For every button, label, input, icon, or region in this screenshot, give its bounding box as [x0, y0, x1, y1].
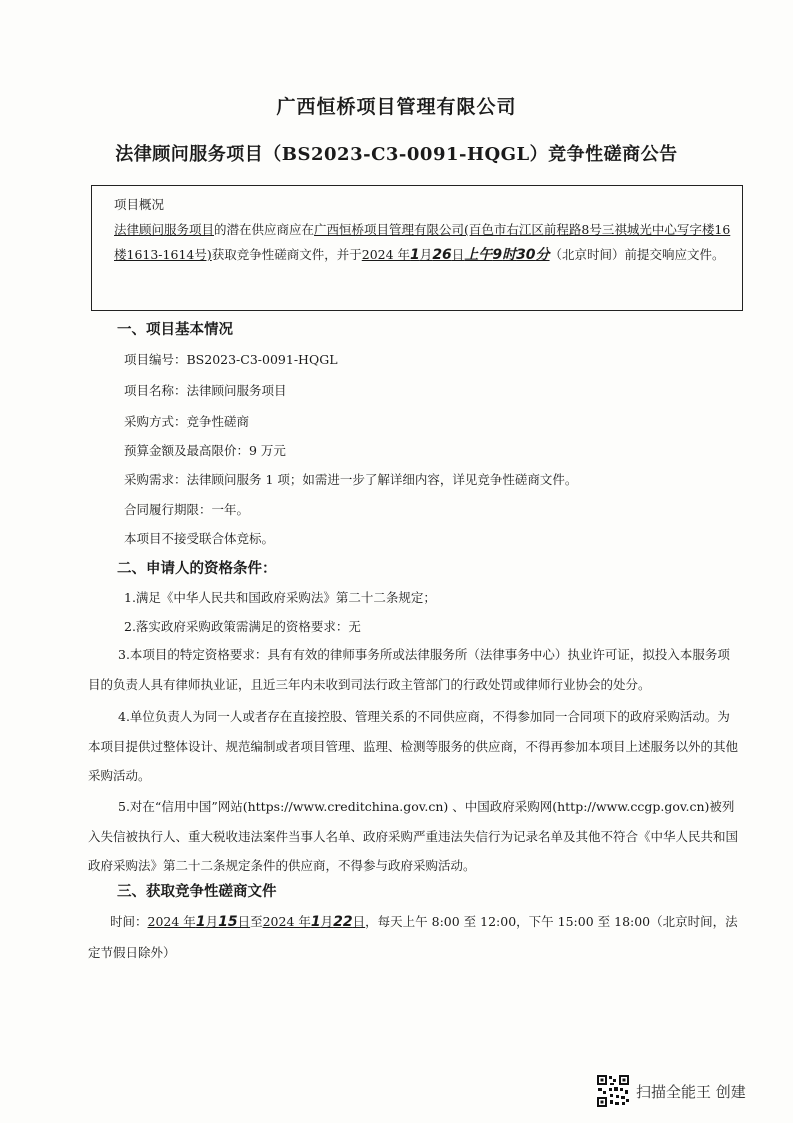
overview-t3: （北京时间）前提交响应文件。: [549, 247, 725, 262]
overview-project-name: 法律顾问服务项目: [114, 222, 215, 237]
section3-time: [88, 907, 738, 967]
overview-deadline: [362, 247, 550, 262]
qr-code-icon: [596, 1074, 630, 1108]
time-rest: ，每天上午 8:00 至 12:00，下午 15:00 至 18:00（北京时间，法定节假日除外）: [88, 914, 738, 960]
deadline-year: 2024 年: [361, 247, 411, 262]
deadline-day-unit: 日: [451, 247, 465, 262]
deadline-month-unit: 月: [419, 247, 433, 262]
end-year: 2024 年: [262, 914, 311, 929]
section1-line: 采购需求：法律顾问服务 1 项；如需进一步了解详细内容，详见竞争性磋商文件。: [124, 472, 578, 487]
section2-item: 1.满足《中华人民共和国政府采购法》第二十二条规定；: [124, 590, 436, 605]
deadline-minute: 30: [516, 247, 536, 263]
section1-heading: 一、项目基本情况: [117, 321, 233, 338]
deadline-hour-unit: 时: [502, 247, 517, 263]
section1-line: 项目编号：BS2023-C3-0091-HQGL: [124, 352, 338, 367]
end-month-unit: 月: [320, 914, 334, 929]
section1-line: 合同履行期限：一年。: [124, 502, 250, 517]
company-title: 广西恒桥项目管理有限公司: [276, 96, 517, 118]
overview-company-address: 广西恒桥项目管理有限公司(百色市右江区前程路8号三祺城光中心写字楼16楼1613-1614号): [114, 222, 731, 262]
start-date: [148, 914, 251, 929]
overview-text: [114, 217, 732, 268]
scanner-watermark: [596, 1073, 746, 1109]
overview-t1: 的潜在供应商应在: [214, 222, 315, 237]
overview-box: [91, 185, 743, 311]
deadline-ampm: 上午: [464, 247, 493, 263]
start-month-unit: 月: [205, 914, 219, 929]
start-year: 2024 年: [147, 914, 196, 929]
section2-item: 2.落实政府采购政策需满足的资格要求：无: [124, 619, 361, 634]
deadline-day: 26: [432, 247, 452, 263]
overview-t2: 获取竞争性磋商文件，并于: [211, 247, 362, 262]
deadline-month: 1: [410, 247, 420, 263]
section2-item: 5.对在“信用中国”网站(https://www.creditchina.gov.cn) 、中国政府采购网(http://www.ccgp.gov.cn)被列入失信被执行人、重大税收违法案件当事人名单、政府采购严重违法失信行为记录名单及其他不符合《中华人民共和国政府采购法》第二十二条规定条件的供应商，不得参与政府采购活动。: [88, 799, 739, 873]
overview-title: 项目概况: [114, 197, 165, 212]
notice-title: 法律顾问服务项目（BS2023-C3-0091-HQGL）竞争性磋商公告: [115, 144, 678, 165]
start-day-unit: 日: [237, 914, 251, 929]
end-day: 22: [333, 914, 353, 930]
end-date: [263, 914, 366, 929]
end-day-unit: 日: [352, 914, 366, 929]
section3-heading: 三、获取竞争性磋商文件: [117, 883, 277, 900]
deadline-hour: 9: [492, 247, 503, 263]
date-to: 至: [250, 914, 263, 929]
deadline-minute-unit: 分: [535, 247, 550, 263]
section1-line: 项目名称：法律顾问服务项目: [124, 383, 287, 398]
section1-line: 预算金额及最高限价：9 万元: [124, 443, 286, 458]
section2-heading: 二、申请人的资格条件：: [117, 560, 277, 577]
section2-item: 3.本项目的特定资格要求：具有有效的律师事务所或法律服务所（法律事务中心）执业许可证，拟投入本服务项目的负责人具有律师执业证，且近三年内未收到司法行政主管部门的行政处罚或律师行业协会的处分。: [88, 647, 730, 692]
start-day: 15: [218, 914, 238, 930]
end-month: 1: [310, 914, 321, 930]
scanner-app-label: 扫描全能王 创建: [636, 1082, 746, 1101]
section1-line: 本项目不接受联合体竞标。: [124, 531, 275, 546]
section2-item: 4.单位负责人为同一人或者存在直接控股、管理关系的不同供应商，不得参加同一合同项下的政府采购活动。为本项目提供过整体设计、规范编制或者项目管理、监理、检测等服务的供应商，不得再参加本项目上述服务以外的其他采购活动。: [88, 709, 739, 783]
section1-line: 采购方式：竞争性磋商: [124, 414, 250, 429]
start-month: 1: [195, 914, 206, 930]
time-label: 时间：: [110, 914, 148, 929]
